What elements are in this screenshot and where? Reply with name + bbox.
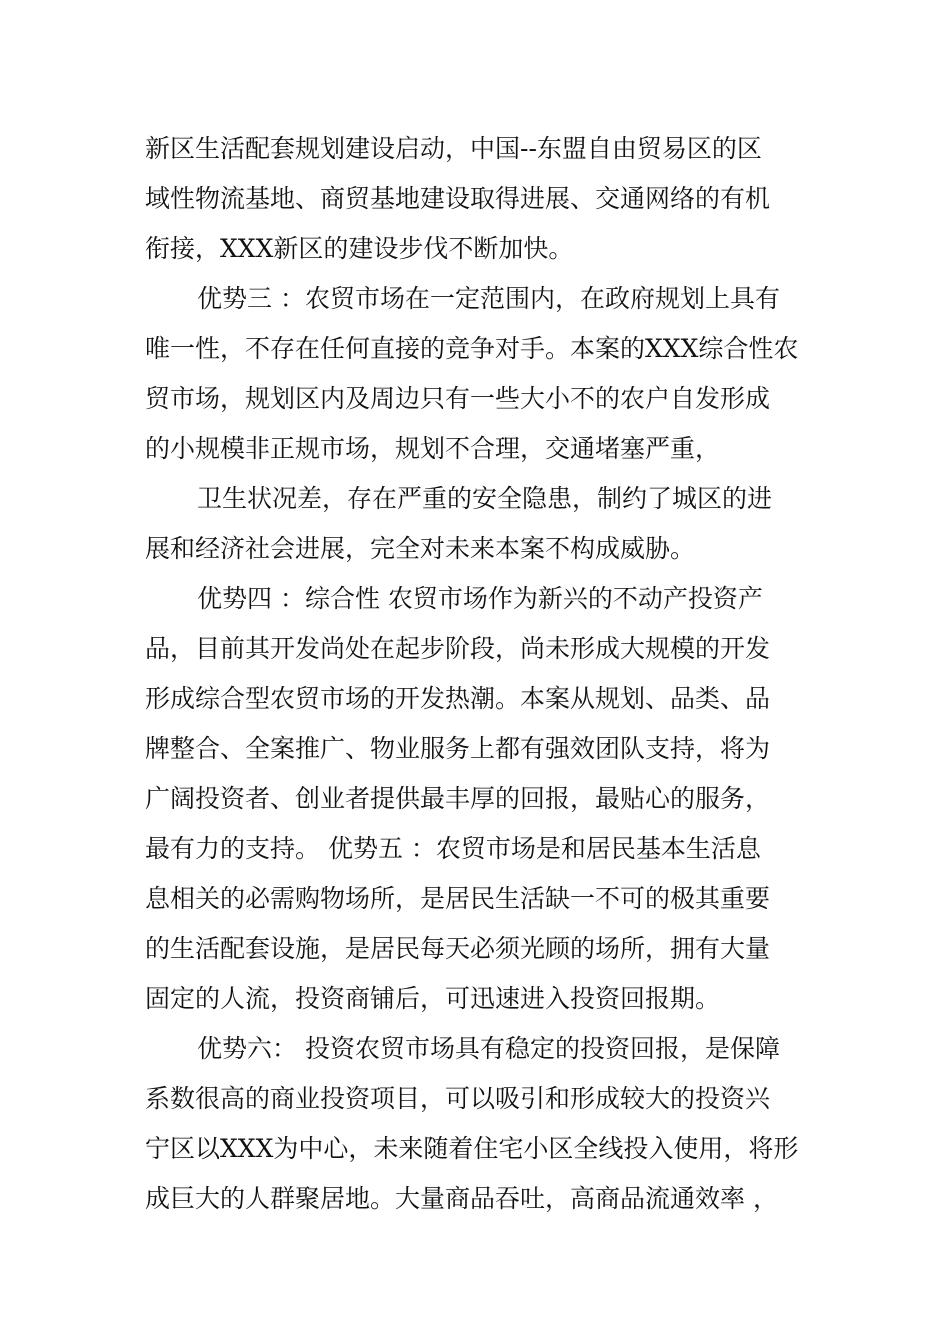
document-body <box>145 124 809 1224</box>
paragraph-start-line: 优势六： 投资农贸市场具有稳定的投资回报，是保障 <box>197 1034 780 1063</box>
text-line: 系数很高的商业投资项目，可以吸引和形成较大的投资兴 <box>145 1084 771 1113</box>
paragraph-start-line: 优势三 ：农贸市场在一定范围内，在政府规划上具有 <box>197 284 780 313</box>
text-line: 品，目前其开发尚处在起步阶段，尚未形成大规模的开发 <box>145 634 771 663</box>
text-line: 成巨大的人群聚居地。大量商品吞吐，高商品流通效率 ， <box>145 1184 778 1213</box>
text-line: 最有力的支持。 优势五 ：农贸市场是和居民基本生活息 <box>145 834 761 863</box>
text-line: 贸市场，规划区内及周边只有一些大小不的农户自发形成 <box>145 384 771 413</box>
text-line: 牌整合、全案推广、物业服务上都有强效团队支持，将为 <box>145 734 771 763</box>
text-line: 域性物流基地、商贸基地建设取得进展、交通网络的有机 <box>145 184 771 213</box>
text-line: 息相关的必需购物场所，是居民生活缺一不可的极其重要 <box>145 884 771 913</box>
text-line: 的小规模非正规市场，规划不合理，交通堵塞严重， <box>145 434 721 463</box>
text-line: 广阔投资者、创业者提供最丰厚的回报，最贴心的服务， <box>145 784 771 813</box>
text-line: 的生活配套设施，是居民每天必须光顾的场所，拥有大量 <box>145 934 771 963</box>
paragraph-start-line: 优势四 ：综合性 农贸市场作为新兴的不动产投资产 <box>197 584 763 613</box>
text-line: 固定的人流，投资商铺后，可迅速进入投资回报期。 <box>145 984 721 1013</box>
text-line: 展和经济社会进展，完全对未来本案不构成威胁。 <box>145 534 696 563</box>
text-line: 衔接，XXX新区的建设步伐不断加快。 <box>145 234 574 263</box>
text-line: 唯一性，不存在任何直接的竞争对手。本案的XXX综合性农 <box>145 334 799 363</box>
text-line: 形成综合型农贸市场的开发热潮。本案从规划、品类、品 <box>145 684 771 713</box>
text-line: 宁区以XXX为中心，未来随着住宅小区全线投入使用，将形 <box>145 1134 799 1163</box>
paragraph-start-line: 卫生状况差，存在严重的安全隐患，制约了城区的进 <box>197 484 773 513</box>
text-line: 新区生活配套规划建设启动，中国--东盟自由贸易区的区 <box>145 134 762 163</box>
